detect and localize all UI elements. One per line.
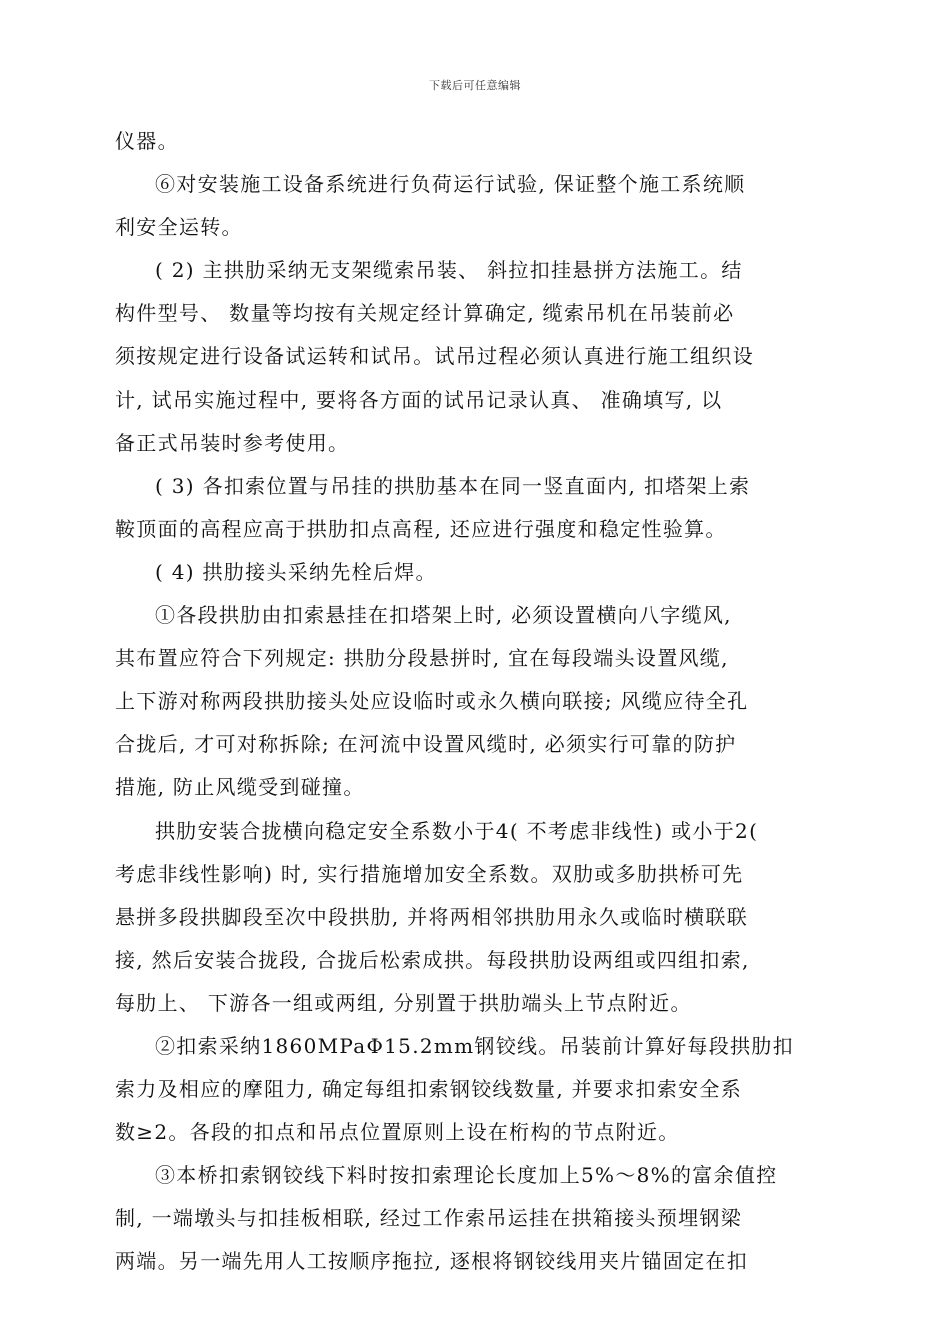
text-line: ( 3) 各扣索位置与吊挂的拱肋基本在同一竖直面内, 扣塔架上索 bbox=[155, 473, 751, 498]
paragraph bbox=[115, 1154, 835, 1283]
text-line: 其布置应符合下列规定: 拱肋分段悬拼时, 宜在每段端头设置风缆, bbox=[115, 646, 729, 671]
text-line: 仪器。 bbox=[115, 129, 179, 153]
text-line: 拱肋安装合拢横向稳定安全系数小于4( 不考虑非线性) 或小于2( bbox=[155, 818, 759, 843]
paragraph bbox=[115, 120, 835, 163]
text-line: ( 4) 拱肋接头采纳先栓后焊。 bbox=[155, 559, 437, 584]
text-line: 索力及相应的摩阻力, 确定每组扣索钢铰线数量, 并要求扣索安全系 bbox=[115, 1077, 743, 1102]
text-line: 鞍顶面的高程应高于拱肋扣点高程, 还应进行强度和稳定性验算。 bbox=[115, 516, 727, 541]
text-line: 计, 试吊实施过程中, 要将各方面的试吊记录认真、 准确填写, 以 bbox=[115, 387, 723, 412]
text-line: 合拢后, 才可对称拆除; 在河流中设置风缆时, 必须实行可靠的防护 bbox=[115, 732, 737, 757]
text-line: 利安全运转。 bbox=[115, 215, 243, 240]
text-line: 两端。另一端先用人工按顺序拖拉, 逐根将钢铰线用夹片锚固定在扣 bbox=[115, 1249, 749, 1274]
text-line: 上下游对称两段拱肋接头处应设临时或永久横向联接; 风缆应待全孔 bbox=[115, 689, 749, 714]
text-line: ⑥对安装施工设备系统进行负荷运行试验, 保证整个施工系统顺 bbox=[155, 172, 746, 197]
page-header: 下载后可任意编辑 bbox=[429, 79, 521, 92]
text-line: 措施, 防止风缆受到碰撞。 bbox=[115, 775, 365, 800]
text-line: 每肋上、 下游各一组或两组, 分别置于拱肋端头上节点附近。 bbox=[115, 990, 692, 1015]
paragraph bbox=[115, 810, 835, 1025]
paragraph bbox=[115, 551, 835, 594]
text-line: ②扣索采纳1860MPaΦ15.2mm钢铰线。吊装前计算好每段拱肋扣 bbox=[155, 1033, 794, 1058]
text-line: 制, 一端墩头与扣挂板相联, 经过工作索吊运挂在拱箱接头预埋钢梁 bbox=[115, 1206, 743, 1231]
text-line: 备正式吊装时参考使用。 bbox=[115, 430, 350, 455]
text-line: ( 2) 主拱肋采纳无支架缆索吊装、 斜拉扣挂悬拼方法施工。结 bbox=[155, 258, 743, 283]
paragraph bbox=[115, 465, 835, 551]
text-line: 考虑非线性影响) 时, 实行措施增加安全系数。双肋或多肋拱桥可先 bbox=[115, 861, 744, 886]
text-line: 接, 然后安装合拢段, 合拢后松索成拱。每段拱肋设两组或四组扣索, bbox=[115, 947, 750, 972]
paragraph bbox=[115, 594, 835, 809]
text-line: 数≥2。各段的扣点和吊点位置原则上设在桁构的节点附近。 bbox=[115, 1120, 680, 1145]
paragraph bbox=[115, 249, 835, 464]
text-line: ①各段拱肋由扣索悬挂在扣塔架上时, 必须设置横向八字缆风, bbox=[155, 603, 732, 628]
paragraph bbox=[115, 163, 835, 249]
document-body bbox=[115, 120, 835, 1284]
paragraph bbox=[115, 1025, 835, 1154]
text-line: 构件型号、 数量等均按有关规定经计算确定, 缆索吊机在吊装前必 bbox=[115, 301, 735, 326]
text-line: 须按规定进行设备试运转和试吊。试吊过程必须认真进行施工组织设 bbox=[115, 344, 754, 369]
text-line: ③本桥扣索钢铰线下料时按扣索理论长度加上5%～8%的富余值控 bbox=[155, 1163, 778, 1188]
text-line: 悬拼多段拱脚段至次中段拱肋, 并将两相邻拱肋用永久或临时横联联 bbox=[115, 904, 749, 929]
